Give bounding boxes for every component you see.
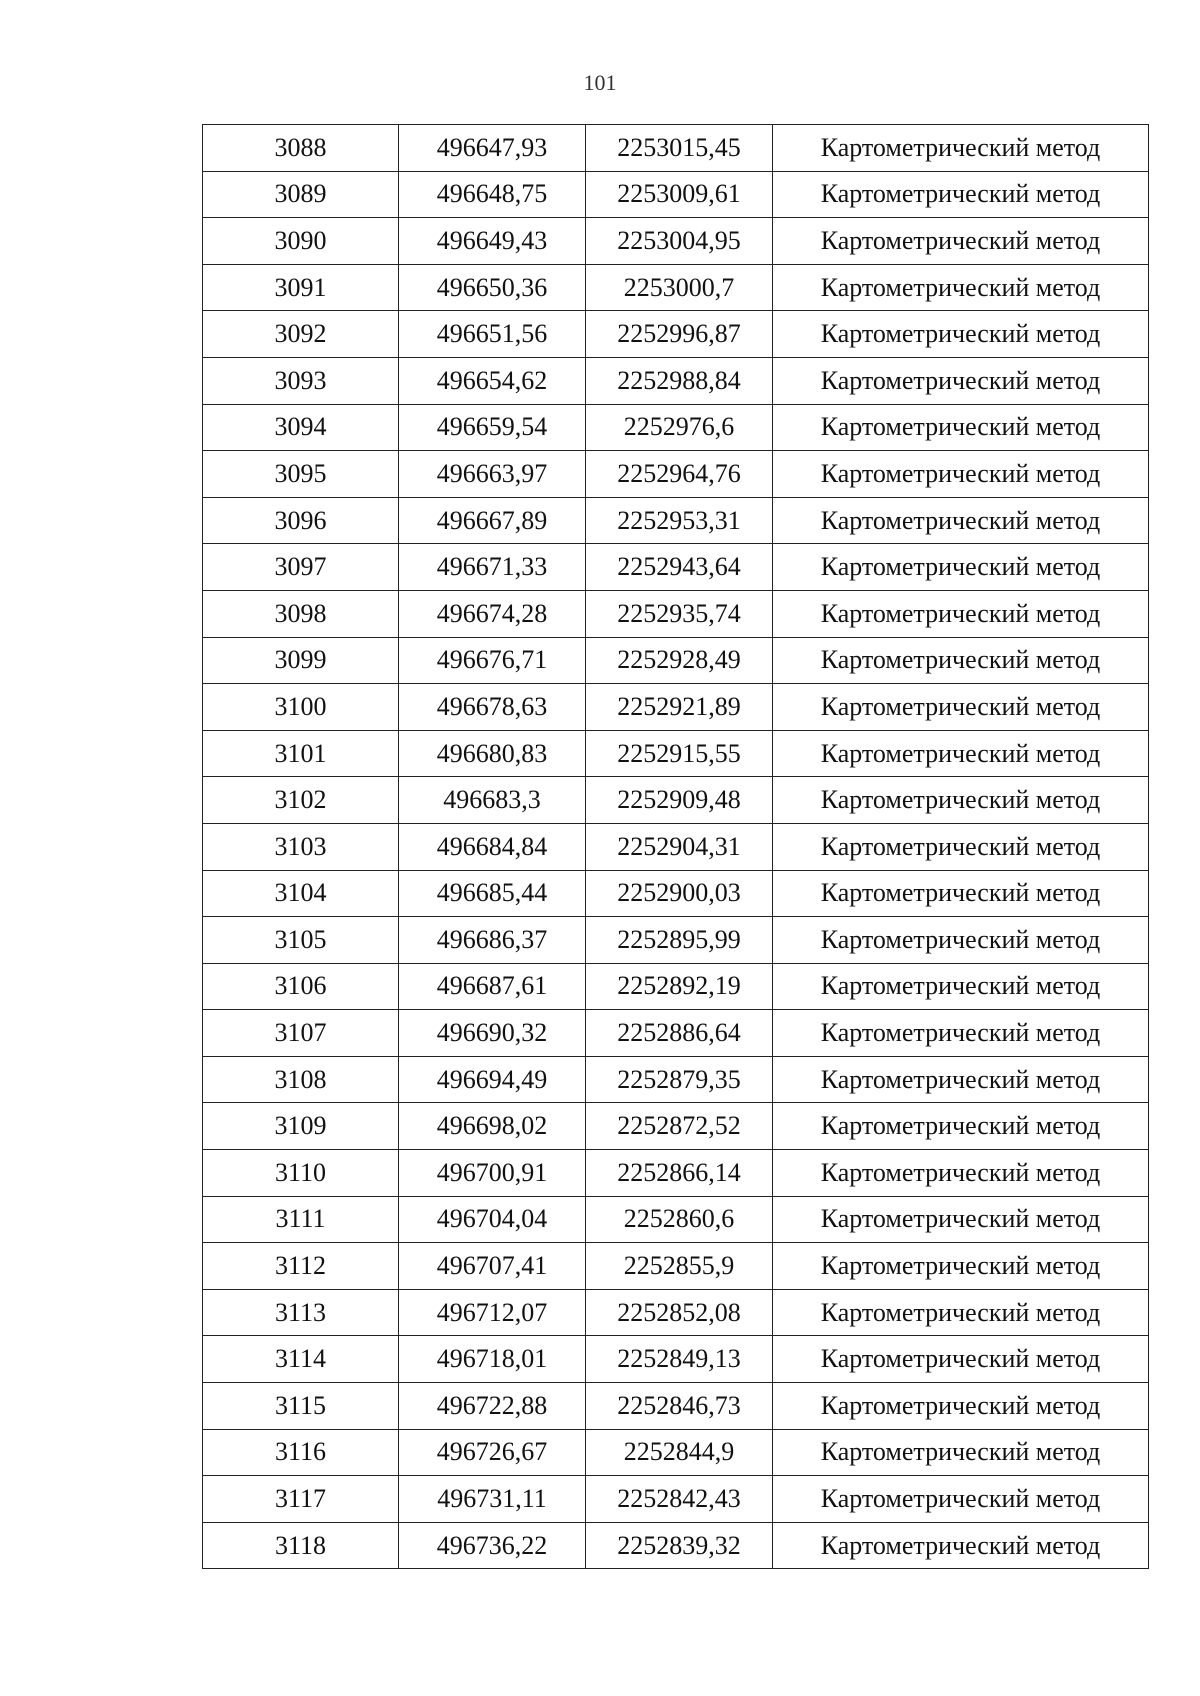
x-coordinate-cell: 496685,44 bbox=[399, 870, 586, 917]
y-coordinate-cell: 2253015,45 bbox=[586, 125, 773, 172]
point-number-cell: 3111 bbox=[203, 1196, 399, 1243]
table-row bbox=[203, 171, 1149, 218]
y-coordinate-cell: 2252866,14 bbox=[586, 1150, 773, 1197]
y-coordinate-cell: 2252860,6 bbox=[586, 1196, 773, 1243]
method-cell: Картометрический метод bbox=[773, 1243, 1149, 1290]
method-cell: Картометрический метод bbox=[773, 963, 1149, 1010]
y-coordinate-cell: 2252915,55 bbox=[586, 730, 773, 777]
y-coordinate-cell: 2252842,43 bbox=[586, 1476, 773, 1523]
point-number-cell: 3103 bbox=[203, 823, 399, 870]
x-coordinate-cell: 496659,54 bbox=[399, 404, 586, 451]
method-cell: Картометрический метод bbox=[773, 590, 1149, 637]
x-coordinate-cell: 496736,22 bbox=[399, 1522, 586, 1569]
method-cell: Картометрический метод bbox=[773, 684, 1149, 731]
page-number bbox=[74, 70, 1200, 96]
method-cell: Картометрический метод bbox=[773, 451, 1149, 498]
method-cell: Картометрический метод bbox=[773, 311, 1149, 358]
table-row bbox=[203, 917, 1149, 964]
x-coordinate-cell: 496676,71 bbox=[399, 637, 586, 684]
y-coordinate-cell: 2252928,49 bbox=[586, 637, 773, 684]
table-row bbox=[203, 1476, 1149, 1523]
point-number-cell: 3092 bbox=[203, 311, 399, 358]
coordinates-table-body bbox=[203, 125, 1149, 1569]
method-cell: Картометрический метод bbox=[773, 544, 1149, 591]
point-number-cell: 3089 bbox=[203, 171, 399, 218]
method-cell: Картометрический метод bbox=[773, 171, 1149, 218]
point-number-cell: 3093 bbox=[203, 357, 399, 404]
method-cell: Картометрический метод bbox=[773, 1476, 1149, 1523]
y-coordinate-cell: 2252976,6 bbox=[586, 404, 773, 451]
table-row bbox=[203, 777, 1149, 824]
table-row bbox=[203, 451, 1149, 498]
table-row bbox=[203, 1056, 1149, 1103]
page-number-text: 101 bbox=[583, 70, 617, 95]
x-coordinate-cell: 496649,43 bbox=[399, 218, 586, 265]
table-row bbox=[203, 590, 1149, 637]
x-coordinate-cell: 496671,33 bbox=[399, 544, 586, 591]
x-coordinate-cell: 496687,61 bbox=[399, 963, 586, 1010]
point-number-cell: 3094 bbox=[203, 404, 399, 451]
x-coordinate-cell: 496704,04 bbox=[399, 1196, 586, 1243]
x-coordinate-cell: 496712,07 bbox=[399, 1289, 586, 1336]
x-coordinate-cell: 496674,28 bbox=[399, 590, 586, 637]
y-coordinate-cell: 2252895,99 bbox=[586, 917, 773, 964]
method-cell: Картометрический метод bbox=[773, 1196, 1149, 1243]
table-row bbox=[203, 1010, 1149, 1057]
x-coordinate-cell: 496651,56 bbox=[399, 311, 586, 358]
y-coordinate-cell: 2252852,08 bbox=[586, 1289, 773, 1336]
table-row bbox=[203, 637, 1149, 684]
method-cell: Картометрический метод bbox=[773, 730, 1149, 777]
point-number-cell: 3107 bbox=[203, 1010, 399, 1057]
x-coordinate-cell: 496731,11 bbox=[399, 1476, 586, 1523]
x-coordinate-cell: 496663,97 bbox=[399, 451, 586, 498]
x-coordinate-cell: 496694,49 bbox=[399, 1056, 586, 1103]
method-cell: Картометрический метод bbox=[773, 497, 1149, 544]
x-coordinate-cell: 496722,88 bbox=[399, 1383, 586, 1430]
point-number-cell: 3091 bbox=[203, 264, 399, 311]
point-number-cell: 3096 bbox=[203, 497, 399, 544]
method-cell: Картометрический метод bbox=[773, 404, 1149, 451]
point-number-cell: 3114 bbox=[203, 1336, 399, 1383]
y-coordinate-cell: 2252849,13 bbox=[586, 1336, 773, 1383]
method-cell: Картометрический метод bbox=[773, 917, 1149, 964]
point-number-cell: 3101 bbox=[203, 730, 399, 777]
x-coordinate-cell: 496654,62 bbox=[399, 357, 586, 404]
point-number-cell: 3115 bbox=[203, 1383, 399, 1430]
coordinates-table bbox=[202, 124, 1149, 1569]
method-cell: Картометрический метод bbox=[773, 777, 1149, 824]
method-cell: Картометрический метод bbox=[773, 1150, 1149, 1197]
y-coordinate-cell: 2252953,31 bbox=[586, 497, 773, 544]
x-coordinate-cell: 496650,36 bbox=[399, 264, 586, 311]
table-row bbox=[203, 264, 1149, 311]
table-row bbox=[203, 1383, 1149, 1430]
table-row bbox=[203, 684, 1149, 731]
y-coordinate-cell: 2252900,03 bbox=[586, 870, 773, 917]
method-cell: Картометрический метод bbox=[773, 1522, 1149, 1569]
table-row bbox=[203, 1243, 1149, 1290]
method-cell: Картометрический метод bbox=[773, 1010, 1149, 1057]
x-coordinate-cell: 496680,83 bbox=[399, 730, 586, 777]
point-number-cell: 3113 bbox=[203, 1289, 399, 1336]
point-number-cell: 3110 bbox=[203, 1150, 399, 1197]
method-cell: Картометрический метод bbox=[773, 264, 1149, 311]
y-coordinate-cell: 2252855,9 bbox=[586, 1243, 773, 1290]
x-coordinate-cell: 496667,89 bbox=[399, 497, 586, 544]
method-cell: Картометрический метод bbox=[773, 1429, 1149, 1476]
table-row bbox=[203, 1289, 1149, 1336]
table-row bbox=[203, 311, 1149, 358]
y-coordinate-cell: 2252988,84 bbox=[586, 357, 773, 404]
y-coordinate-cell: 2252996,87 bbox=[586, 311, 773, 358]
y-coordinate-cell: 2252904,31 bbox=[586, 823, 773, 870]
point-number-cell: 3117 bbox=[203, 1476, 399, 1523]
table-row bbox=[203, 1336, 1149, 1383]
x-coordinate-cell: 496726,67 bbox=[399, 1429, 586, 1476]
y-coordinate-cell: 2252844,9 bbox=[586, 1429, 773, 1476]
table-row bbox=[203, 963, 1149, 1010]
table-row bbox=[203, 870, 1149, 917]
point-number-cell: 3088 bbox=[203, 125, 399, 172]
method-cell: Картометрический метод bbox=[773, 218, 1149, 265]
point-number-cell: 3109 bbox=[203, 1103, 399, 1150]
method-cell: Картометрический метод bbox=[773, 1336, 1149, 1383]
table-row bbox=[203, 497, 1149, 544]
method-cell: Картометрический метод bbox=[773, 1103, 1149, 1150]
x-coordinate-cell: 496686,37 bbox=[399, 917, 586, 964]
point-number-cell: 3090 bbox=[203, 218, 399, 265]
point-number-cell: 3105 bbox=[203, 917, 399, 964]
y-coordinate-cell: 2252943,64 bbox=[586, 544, 773, 591]
y-coordinate-cell: 2252921,89 bbox=[586, 684, 773, 731]
method-cell: Картометрический метод bbox=[773, 357, 1149, 404]
table-row bbox=[203, 125, 1149, 172]
y-coordinate-cell: 2253009,61 bbox=[586, 171, 773, 218]
table-row bbox=[203, 730, 1149, 777]
table-row bbox=[203, 218, 1149, 265]
y-coordinate-cell: 2252886,64 bbox=[586, 1010, 773, 1057]
y-coordinate-cell: 2252964,76 bbox=[586, 451, 773, 498]
x-coordinate-cell: 496698,02 bbox=[399, 1103, 586, 1150]
point-number-cell: 3095 bbox=[203, 451, 399, 498]
x-coordinate-cell: 496700,91 bbox=[399, 1150, 586, 1197]
method-cell: Картометрический метод bbox=[773, 125, 1149, 172]
table-row bbox=[203, 1103, 1149, 1150]
x-coordinate-cell: 496678,63 bbox=[399, 684, 586, 731]
point-number-cell: 3099 bbox=[203, 637, 399, 684]
x-coordinate-cell: 496647,93 bbox=[399, 125, 586, 172]
table-row bbox=[203, 544, 1149, 591]
point-number-cell: 3118 bbox=[203, 1522, 399, 1569]
table-row bbox=[203, 1196, 1149, 1243]
point-number-cell: 3098 bbox=[203, 590, 399, 637]
y-coordinate-cell: 2252846,73 bbox=[586, 1383, 773, 1430]
point-number-cell: 3102 bbox=[203, 777, 399, 824]
point-number-cell: 3116 bbox=[203, 1429, 399, 1476]
table-row bbox=[203, 1150, 1149, 1197]
x-coordinate-cell: 496707,41 bbox=[399, 1243, 586, 1290]
point-number-cell: 3104 bbox=[203, 870, 399, 917]
y-coordinate-cell: 2252935,74 bbox=[586, 590, 773, 637]
point-number-cell: 3112 bbox=[203, 1243, 399, 1290]
x-coordinate-cell: 496718,01 bbox=[399, 1336, 586, 1383]
x-coordinate-cell: 496684,84 bbox=[399, 823, 586, 870]
table-row bbox=[203, 1429, 1149, 1476]
y-coordinate-cell: 2252872,52 bbox=[586, 1103, 773, 1150]
y-coordinate-cell: 2252839,32 bbox=[586, 1522, 773, 1569]
table-row bbox=[203, 823, 1149, 870]
point-number-cell: 3108 bbox=[203, 1056, 399, 1103]
y-coordinate-cell: 2253004,95 bbox=[586, 218, 773, 265]
y-coordinate-cell: 2252909,48 bbox=[586, 777, 773, 824]
point-number-cell: 3097 bbox=[203, 544, 399, 591]
method-cell: Картометрический метод bbox=[773, 637, 1149, 684]
y-coordinate-cell: 2252892,19 bbox=[586, 963, 773, 1010]
method-cell: Картометрический метод bbox=[773, 823, 1149, 870]
method-cell: Картометрический метод bbox=[773, 1289, 1149, 1336]
point-number-cell: 3106 bbox=[203, 963, 399, 1010]
y-coordinate-cell: 2253000,7 bbox=[586, 264, 773, 311]
method-cell: Картометрический метод bbox=[773, 1056, 1149, 1103]
method-cell: Картометрический метод bbox=[773, 1383, 1149, 1430]
method-cell: Картометрический метод bbox=[773, 870, 1149, 917]
x-coordinate-cell: 496683,3 bbox=[399, 777, 586, 824]
table-row bbox=[203, 1522, 1149, 1569]
table-row bbox=[203, 357, 1149, 404]
x-coordinate-cell: 496648,75 bbox=[399, 171, 586, 218]
y-coordinate-cell: 2252879,35 bbox=[586, 1056, 773, 1103]
point-number-cell: 3100 bbox=[203, 684, 399, 731]
x-coordinate-cell: 496690,32 bbox=[399, 1010, 586, 1057]
table-row bbox=[203, 404, 1149, 451]
